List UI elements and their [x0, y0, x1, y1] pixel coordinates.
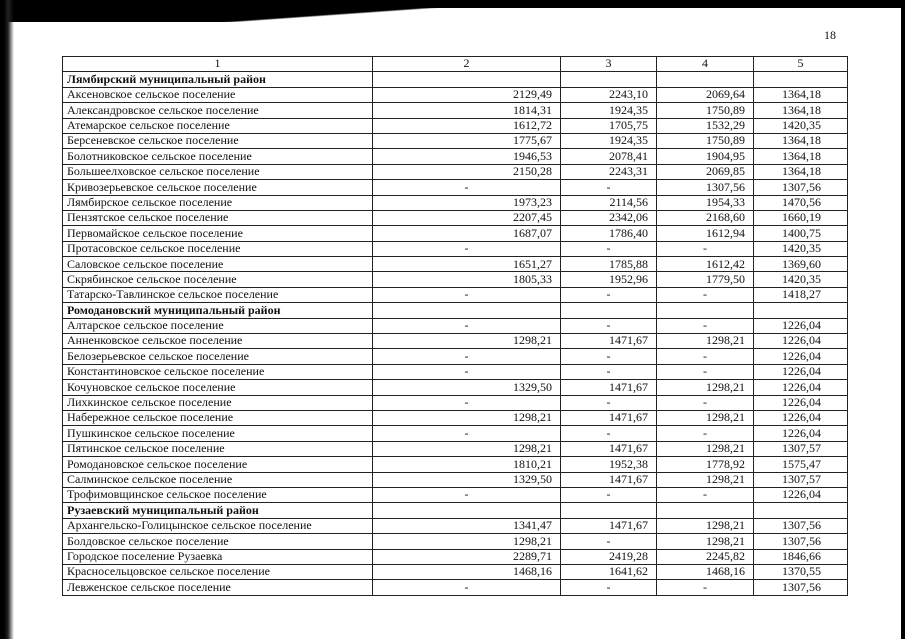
settlement-name-cell: Большеелховское сельское поселение	[63, 164, 373, 179]
value-cell-col4: -	[657, 364, 754, 379]
value-cell-col2: 1329,50	[373, 472, 561, 487]
value-cell-col4: 1904,95	[657, 149, 754, 164]
value-cell-col2: 2207,45	[373, 210, 561, 225]
value-cell-col3: 1952,38	[561, 457, 657, 472]
value-cell-col2: -	[373, 241, 561, 256]
table-row	[63, 564, 848, 579]
value-cell-col2: 1329,50	[373, 380, 561, 395]
scan-left-edge	[0, 0, 14, 639]
table-row	[63, 534, 848, 549]
table-row	[63, 410, 848, 425]
table-row	[63, 318, 848, 333]
scan-right-edge	[901, 0, 905, 639]
table-row	[63, 457, 848, 472]
settlement-name-cell: Левженское сельское поселение	[63, 580, 373, 595]
table-row	[63, 180, 848, 195]
value-cell-col2: 1810,21	[373, 457, 561, 472]
settlement-name-cell: Пензятское сельское поселение	[63, 210, 373, 225]
settlement-name-cell: Кочуновское сельское поселение	[63, 380, 373, 395]
value-cell-col2: -	[373, 580, 561, 595]
column-header-5: 5	[754, 57, 848, 72]
value-cell-col5: 1660,19	[754, 210, 848, 225]
table-body	[63, 57, 848, 596]
column-header-4: 4	[657, 57, 754, 72]
value-cell-col3: -	[561, 287, 657, 302]
value-cell-col3: 1924,35	[561, 133, 657, 148]
value-cell-col3: 1705,75	[561, 118, 657, 133]
value-cell-col4: 1298,21	[657, 334, 754, 349]
value-cell-col4: 1298,21	[657, 472, 754, 487]
value-cell-col2: 1341,47	[373, 518, 561, 533]
value-cell-col2: -	[373, 349, 561, 364]
value-cell-col2: 2150,28	[373, 164, 561, 179]
value-cell-col5: 1307,57	[754, 441, 848, 456]
settlement-name-cell: Красносельцовское сельское поселение	[63, 564, 373, 579]
value-cell-col5: 1364,18	[754, 103, 848, 118]
value-cell-col5: 1575,47	[754, 457, 848, 472]
value-cell-col2: -	[373, 180, 561, 195]
value-cell-col4: 1468,16	[657, 564, 754, 579]
table-row	[63, 226, 848, 241]
value-cell-col4: 1298,21	[657, 380, 754, 395]
value-cell-col5: 1364,18	[754, 87, 848, 102]
table-row	[63, 272, 848, 287]
district-name-cell: Лямбирский муниципальный район	[63, 72, 373, 87]
settlement-name-cell: Кривозерьевское сельское поселение	[63, 180, 373, 195]
value-cell-col4: 1298,21	[657, 441, 754, 456]
value-cell-col2: 2129,49	[373, 87, 561, 102]
value-cell-col5: 1420,35	[754, 118, 848, 133]
value-cell-col3: 2243,31	[561, 164, 657, 179]
value-cell-col3: -	[561, 364, 657, 379]
value-cell-col5: 1364,18	[754, 164, 848, 179]
value-cell-col4: 1750,89	[657, 103, 754, 118]
settlement-name-cell: Трофимовщинское сельское поселение	[63, 487, 373, 502]
value-cell-col4: 1750,89	[657, 133, 754, 148]
value-cell-col4: 2069,64	[657, 87, 754, 102]
column-header-2: 2	[373, 57, 561, 72]
value-cell-col4: -	[657, 349, 754, 364]
value-cell-col4: 2069,85	[657, 164, 754, 179]
table-row	[63, 103, 848, 118]
value-cell-col3: 2243,10	[561, 87, 657, 102]
value-cell-col3: -	[561, 487, 657, 502]
value-cell-col3: 2078,41	[561, 149, 657, 164]
table-row	[63, 487, 848, 502]
value-cell-col2: -	[373, 426, 561, 441]
value-cell-col4: 1307,56	[657, 180, 754, 195]
value-cell-col3: 1952,96	[561, 272, 657, 287]
value-cell-col3: -	[561, 241, 657, 256]
value-cell-col5: 1420,35	[754, 272, 848, 287]
settlement-name-cell: Лихкинское сельское поселение	[63, 395, 373, 410]
value-cell-col4: -	[657, 241, 754, 256]
value-cell-col3: 1641,62	[561, 564, 657, 579]
value-cell-col2: 2289,71	[373, 549, 561, 564]
value-cell-col4	[657, 503, 754, 518]
value-cell-col4: -	[657, 426, 754, 441]
value-cell-col5: 1226,04	[754, 364, 848, 379]
value-cell-col4: 1298,21	[657, 518, 754, 533]
value-cell-col2: 1298,21	[373, 441, 561, 456]
settlement-name-cell: Алтарское сельское поселение	[63, 318, 373, 333]
value-cell-col3: 1471,67	[561, 472, 657, 487]
value-cell-col3	[561, 72, 657, 87]
settlement-name-cell: Набережное сельское поселение	[63, 410, 373, 425]
scan-top-edge	[0, 0, 905, 24]
table-row	[63, 257, 848, 272]
value-cell-col4	[657, 303, 754, 318]
district-header-row	[63, 503, 848, 518]
value-cell-col5: 1307,56	[754, 534, 848, 549]
table-row	[63, 149, 848, 164]
value-cell-col4: 1532,29	[657, 118, 754, 133]
value-cell-col4: 2168,60	[657, 210, 754, 225]
value-cell-col2: 1973,23	[373, 195, 561, 210]
value-cell-col4: -	[657, 487, 754, 502]
value-cell-col5: 1226,04	[754, 410, 848, 425]
value-cell-col3: 1471,67	[561, 410, 657, 425]
value-cell-col2: 1946,53	[373, 149, 561, 164]
value-cell-col3: -	[561, 395, 657, 410]
value-cell-col3: 1471,67	[561, 334, 657, 349]
settlement-name-cell: Скрябинское сельское поселение	[63, 272, 373, 287]
value-cell-col5: 1226,04	[754, 349, 848, 364]
settlement-name-cell: Лямбирское сельское поселение	[63, 195, 373, 210]
settlement-name-cell: Болотниковское сельское поселение	[63, 149, 373, 164]
value-cell-col2: 1687,07	[373, 226, 561, 241]
settlement-name-cell: Татарско-Тавлинское сельское поселение	[63, 287, 373, 302]
value-cell-col5: 1307,56	[754, 180, 848, 195]
value-cell-col3: -	[561, 580, 657, 595]
table-row	[63, 334, 848, 349]
value-cell-col2: 1298,21	[373, 410, 561, 425]
district-name-cell: Рузаевский муниципальный район	[63, 503, 373, 518]
value-cell-col3	[561, 303, 657, 318]
settlement-name-cell: Болдовское сельское поселение	[63, 534, 373, 549]
value-cell-col4: 1612,42	[657, 257, 754, 272]
value-cell-col3: 2114,56	[561, 195, 657, 210]
table-row	[63, 364, 848, 379]
value-cell-col5: 1226,04	[754, 380, 848, 395]
value-cell-col2: 1805,33	[373, 272, 561, 287]
settlement-name-cell: Берсеневское сельское поселение	[63, 133, 373, 148]
value-cell-col2	[373, 503, 561, 518]
value-cell-col3: -	[561, 349, 657, 364]
settlement-name-cell: Александровское сельское поселение	[63, 103, 373, 118]
value-cell-col5: 1226,04	[754, 487, 848, 502]
value-cell-col4: 2245,82	[657, 549, 754, 564]
district-header-row	[63, 303, 848, 318]
value-cell-col3: 2419,28	[561, 549, 657, 564]
settlement-name-cell: Белозерьевское сельское поселение	[63, 349, 373, 364]
district-header-row	[63, 72, 848, 87]
value-cell-col5: 1418,27	[754, 287, 848, 302]
value-cell-col2: -	[373, 395, 561, 410]
settlement-name-cell: Константиновское сельское поселение	[63, 364, 373, 379]
value-cell-col5: 1370,55	[754, 564, 848, 579]
value-cell-col4: -	[657, 395, 754, 410]
value-cell-col5: 1470,56	[754, 195, 848, 210]
page-number: 18	[824, 28, 836, 42]
value-cell-col5: 1226,04	[754, 395, 848, 410]
value-cell-col3: 1471,67	[561, 380, 657, 395]
value-cell-col5: 1307,56	[754, 518, 848, 533]
value-cell-col5	[754, 303, 848, 318]
value-cell-col2: -	[373, 287, 561, 302]
table-row	[63, 426, 848, 441]
value-cell-col4: 1954,33	[657, 195, 754, 210]
value-cell-col2: -	[373, 364, 561, 379]
value-cell-col4: 1779,50	[657, 272, 754, 287]
value-cell-col5: 1226,04	[754, 318, 848, 333]
table-row	[63, 349, 848, 364]
value-cell-col3: 1471,67	[561, 518, 657, 533]
value-cell-col4: -	[657, 287, 754, 302]
value-cell-col2	[373, 72, 561, 87]
value-cell-col2: 1651,27	[373, 257, 561, 272]
table-row	[63, 441, 848, 456]
value-cell-col2: 1298,21	[373, 334, 561, 349]
table-row	[63, 549, 848, 564]
value-cell-col3: -	[561, 534, 657, 549]
value-cell-col5: 1400,75	[754, 226, 848, 241]
value-cell-col5: 1846,66	[754, 549, 848, 564]
table-row	[63, 380, 848, 395]
value-cell-col4: -	[657, 580, 754, 595]
value-cell-col5: 1307,56	[754, 580, 848, 595]
value-cell-col4: -	[657, 318, 754, 333]
value-cell-col3: 1924,35	[561, 103, 657, 118]
settlement-name-cell: Салминское сельское поселение	[63, 472, 373, 487]
value-cell-col4: 1612,94	[657, 226, 754, 241]
value-cell-col5	[754, 503, 848, 518]
value-cell-col3: 1786,40	[561, 226, 657, 241]
value-cell-col2	[373, 303, 561, 318]
settlement-name-cell: Первомайское сельское поселение	[63, 226, 373, 241]
table-row	[63, 164, 848, 179]
value-cell-col3	[561, 503, 657, 518]
settlement-name-cell: Анненковское сельское поселение	[63, 334, 373, 349]
table-row	[63, 118, 848, 133]
column-header-1: 1	[63, 57, 373, 72]
value-cell-col3: -	[561, 318, 657, 333]
value-cell-col2: 1468,16	[373, 564, 561, 579]
value-cell-col5: 1364,18	[754, 149, 848, 164]
value-cell-col5: 1420,35	[754, 241, 848, 256]
table-row	[63, 195, 848, 210]
district-name-cell: Ромодановский муниципальный район	[63, 303, 373, 318]
tariff-table	[62, 56, 848, 596]
settlement-name-cell: Аксеновское сельское поселение	[63, 87, 373, 102]
value-cell-col4: 1778,92	[657, 457, 754, 472]
settlement-name-cell: Ромодановское сельское поселение	[63, 457, 373, 472]
settlement-name-cell: Пятинское сельское поселение	[63, 441, 373, 456]
value-cell-col4: 1298,21	[657, 534, 754, 549]
value-cell-col4: 1298,21	[657, 410, 754, 425]
value-cell-col3: 1785,88	[561, 257, 657, 272]
value-cell-col3: -	[561, 180, 657, 195]
value-cell-col5: 1364,18	[754, 133, 848, 148]
value-cell-col2: -	[373, 487, 561, 502]
header-row	[63, 57, 848, 72]
value-cell-col2: 1814,31	[373, 103, 561, 118]
value-cell-col3: 2342,06	[561, 210, 657, 225]
value-cell-col2: 1298,21	[373, 534, 561, 549]
settlement-name-cell: Протасовское сельское поселение	[63, 241, 373, 256]
column-header-3: 3	[561, 57, 657, 72]
value-cell-col5: 1369,60	[754, 257, 848, 272]
value-cell-col5: 1307,57	[754, 472, 848, 487]
value-cell-col4	[657, 72, 754, 87]
value-cell-col5: 1226,04	[754, 334, 848, 349]
value-cell-col5: 1226,04	[754, 426, 848, 441]
value-cell-col3: 1471,67	[561, 441, 657, 456]
value-cell-col2: 1775,67	[373, 133, 561, 148]
settlement-name-cell: Пушкинское сельское поселение	[63, 426, 373, 441]
value-cell-col3: -	[561, 426, 657, 441]
table-row	[63, 87, 848, 102]
table-row	[63, 241, 848, 256]
value-cell-col5	[754, 72, 848, 87]
settlement-name-cell: Саловское сельское поселение	[63, 257, 373, 272]
table-row	[63, 133, 848, 148]
table-row	[63, 395, 848, 410]
table-row	[63, 210, 848, 225]
settlement-name-cell: Архангельско-Голицынское сельское поселение	[63, 518, 373, 533]
value-cell-col2: 1612,72	[373, 118, 561, 133]
settlement-name-cell: Городское поселение Рузаевка	[63, 549, 373, 564]
table-row	[63, 518, 848, 533]
settlement-name-cell: Атемарское сельское поселение	[63, 118, 373, 133]
table-row	[63, 287, 848, 302]
table-row	[63, 580, 848, 595]
value-cell-col2: -	[373, 318, 561, 333]
table-row	[63, 472, 848, 487]
